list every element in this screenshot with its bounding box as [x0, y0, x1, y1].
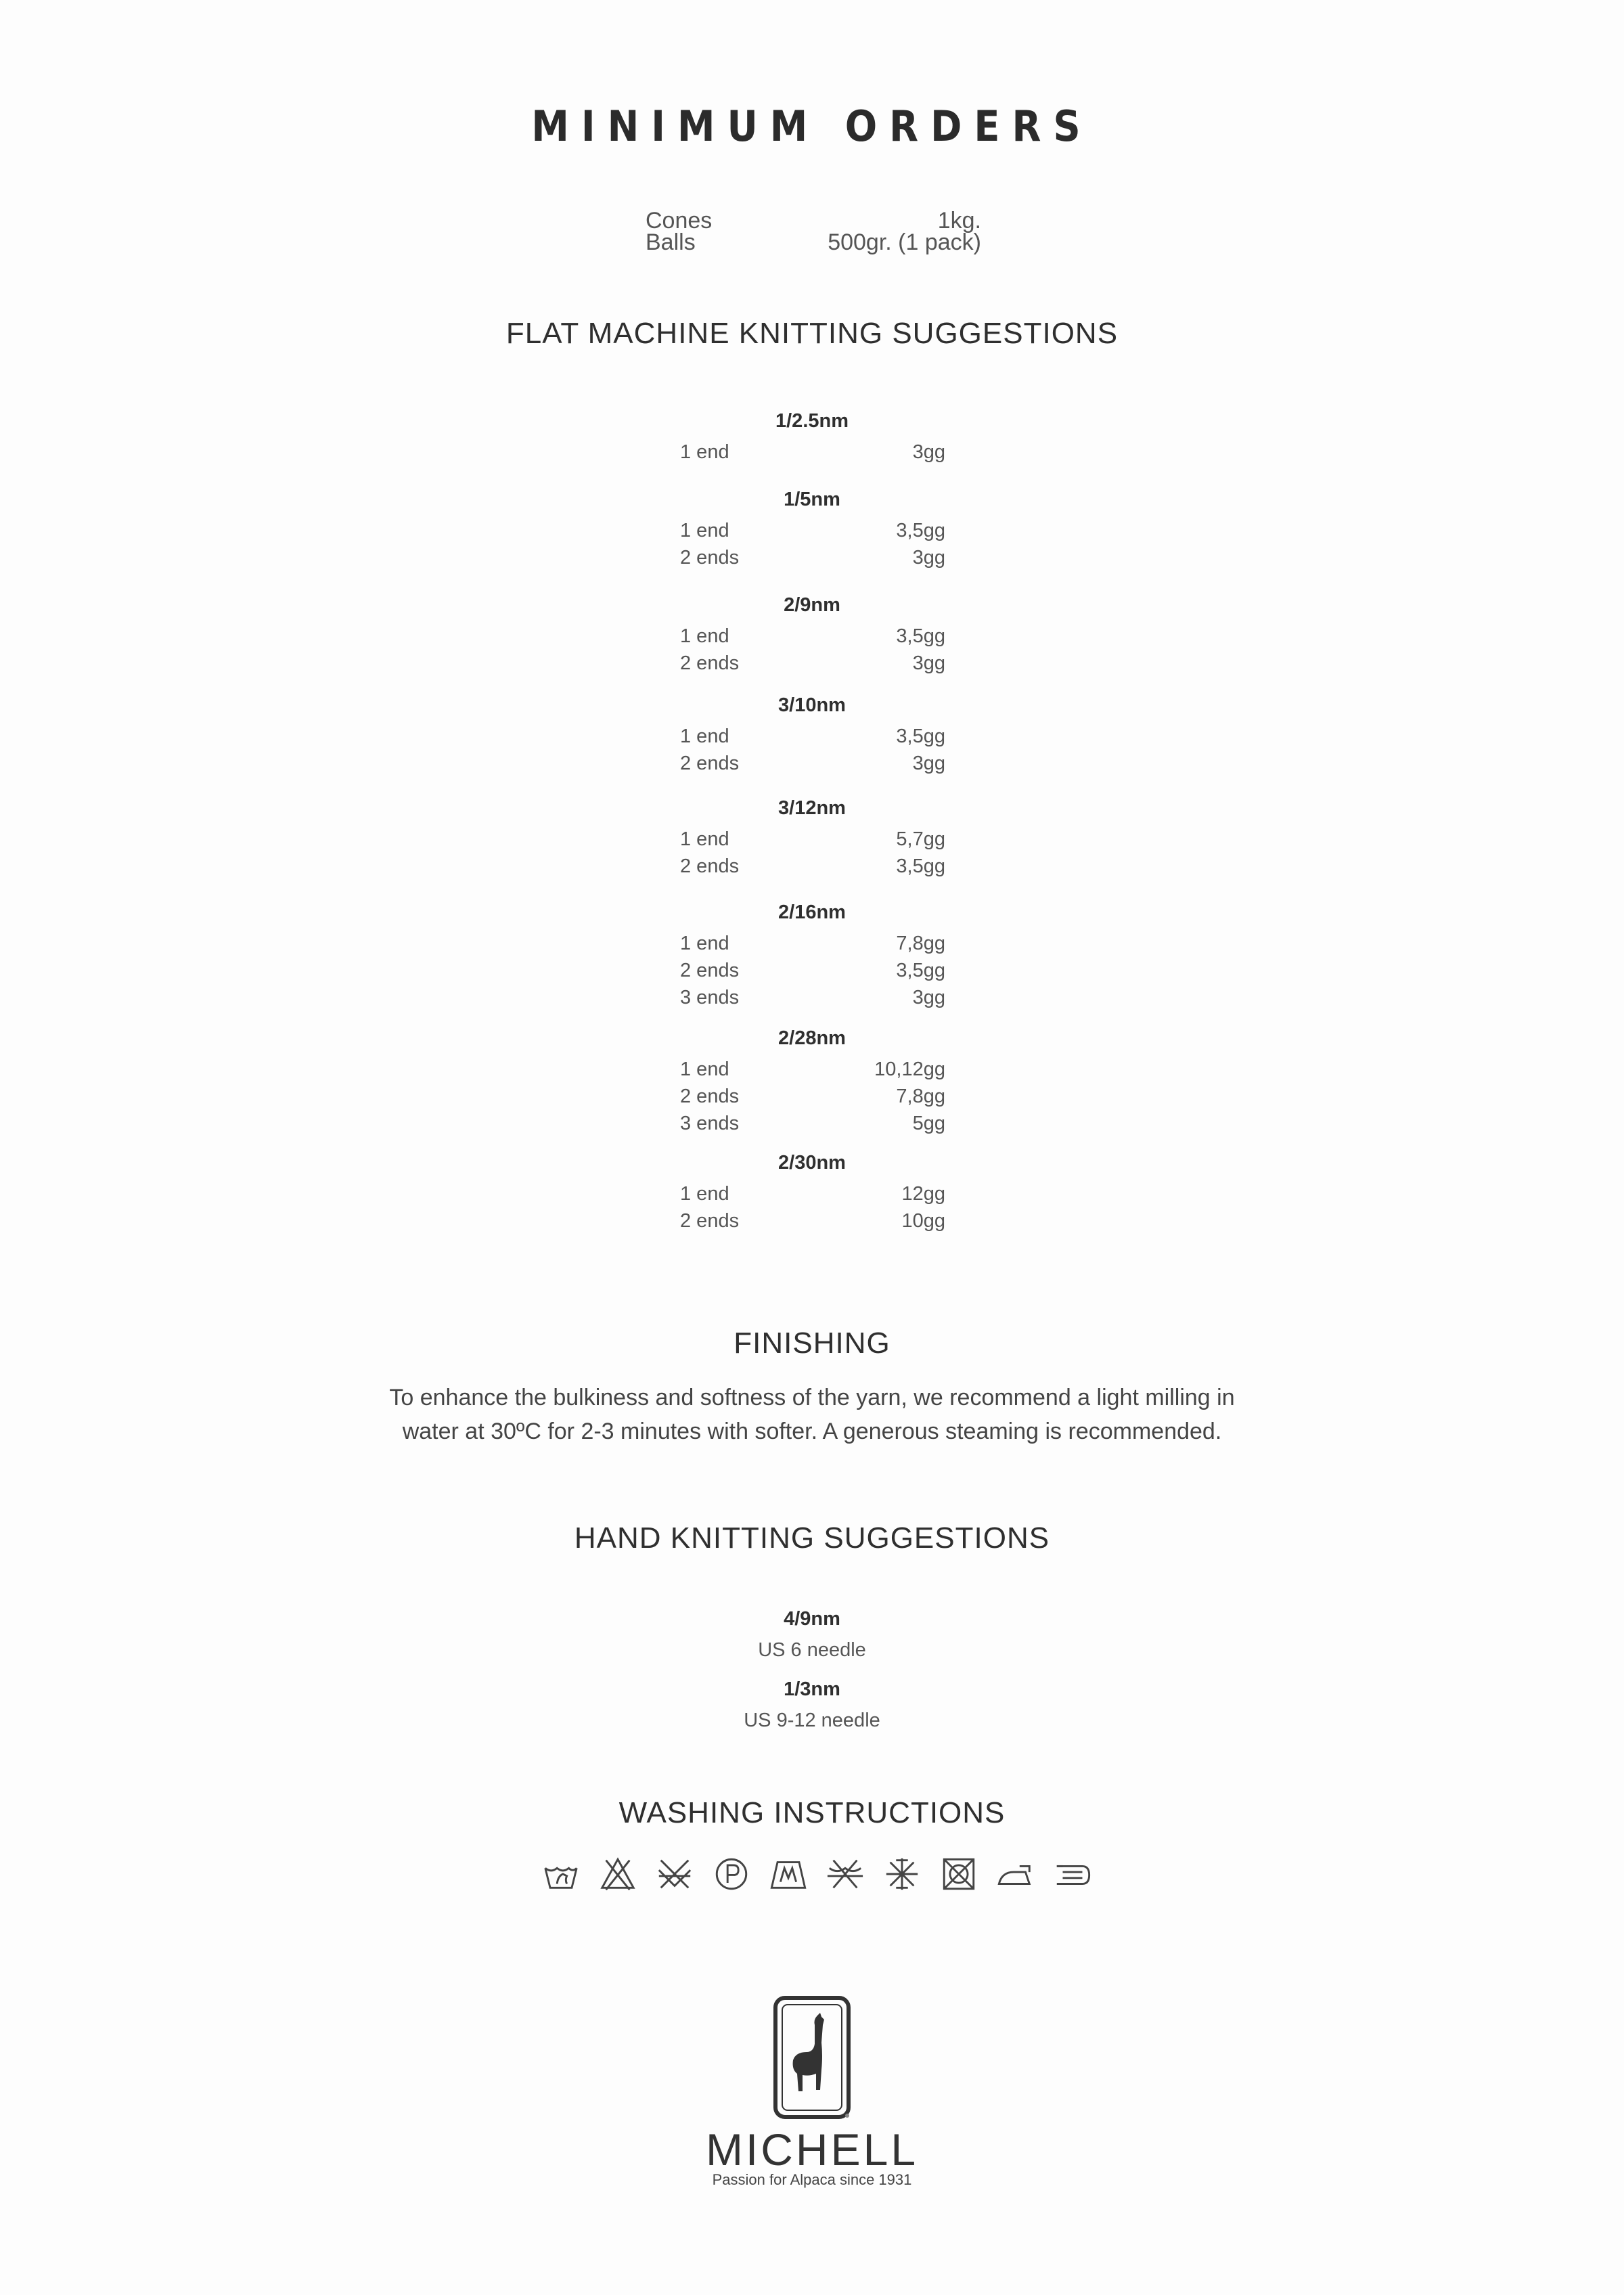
gauge-value: 3gg — [912, 652, 945, 674]
grade-title: 2/9nm — [784, 594, 840, 616]
gauge-value: 7,8gg — [896, 1086, 945, 1107]
grade-title: 3/10nm — [778, 694, 846, 716]
order-label: Cones — [646, 208, 713, 233]
ends-count: 2 ends — [680, 1210, 740, 1232]
ends-count: 2 ends — [680, 547, 740, 569]
gauge-value: 3gg — [912, 441, 945, 463]
spec-row — [680, 1056, 945, 1083]
finishing-line: To enhance the bulkiness and softness of the yarn, we recommend a light milling in — [389, 1385, 1235, 1410]
spec-row — [680, 623, 945, 650]
gauge-value: 5,7gg — [896, 828, 945, 850]
spec-row — [680, 650, 945, 677]
hand-needle: US 6 needle — [758, 1639, 866, 1661]
spec-row — [680, 957, 945, 984]
ends-count: 1 end — [680, 933, 729, 954]
grade-title: 1/5nm — [784, 489, 840, 510]
alpaca-logo-icon — [773, 1995, 851, 2120]
ends-count: 3 ends — [680, 987, 740, 1008]
washing-title: WASHING INSTRUCTIONS — [618, 1796, 1006, 1829]
brand-tagline: Passion for Alpaca since 1931 — [712, 2171, 912, 2188]
spec-row — [680, 439, 945, 466]
iron-steam-icon — [1053, 1854, 1092, 1894]
brand-name: MICHELL — [705, 2124, 919, 2175]
hand-count-1-3nm: 1/3nm — [784, 1678, 840, 1700]
gauge-value: 10gg — [901, 1210, 945, 1232]
gauge-value: 3gg — [912, 753, 945, 774]
care-symbols — [541, 1854, 1096, 1895]
dry-clean-p-icon — [712, 1854, 751, 1894]
ends-count: 1 end — [680, 1183, 729, 1205]
gauge-value: 3,5gg — [896, 625, 945, 647]
gauge-value: 3,5gg — [896, 855, 945, 877]
order-value: 500gr. (1 pack) — [828, 229, 981, 255]
ends-count: 2 ends — [680, 652, 740, 674]
finishing-line: water at 30ºC for 2-3 minutes with softer. A generous steaming is recommended. — [402, 1419, 1222, 1444]
do-not-dry-flat-icon — [826, 1854, 865, 1894]
spec-row — [680, 1207, 945, 1234]
spec-row — [680, 984, 945, 1011]
spec-row — [680, 723, 945, 750]
wet-clean-icon — [769, 1854, 808, 1894]
gauge-value: 10,12gg — [874, 1059, 945, 1080]
ends-count: 2 ends — [680, 1086, 740, 1107]
grade-title: 3/12nm — [778, 797, 846, 819]
hand-knitting-title: HAND KNITTING SUGGESTIONS — [574, 1521, 1050, 1555]
finishing-title: FINISHING — [734, 1327, 890, 1360]
order-label: Balls — [646, 229, 696, 255]
order-value: 1kg. — [937, 208, 981, 233]
spec-row — [680, 544, 945, 571]
hand-wash-icon — [541, 1854, 581, 1894]
flat-machine-title: FLAT MACHINE KNITTING SUGGESTIONS — [505, 317, 1119, 350]
gauge-value: 3gg — [912, 987, 945, 1008]
grade-title: 2/28nm — [778, 1027, 846, 1049]
ends-count: 2 ends — [680, 960, 740, 981]
ends-count: 1 end — [680, 441, 729, 463]
gauge-value: 3,5gg — [896, 960, 945, 981]
spec-row — [680, 1180, 945, 1207]
ends-count: 2 ends — [680, 855, 740, 877]
iron-low-icon — [996, 1854, 1035, 1894]
do-not-bleach-icon — [598, 1854, 637, 1894]
spec-row — [680, 1083, 945, 1110]
grade-title: 2/30nm — [778, 1152, 846, 1174]
hand-needle: US 9-12 needle — [744, 1710, 880, 1731]
finishing-text — [325, 1381, 1299, 1448]
gauge-value: 3,5gg — [896, 726, 945, 747]
ends-count: 1 end — [680, 520, 729, 541]
ends-count: 1 end — [680, 1059, 729, 1080]
minimum-orders-title: MINIMUM ORDERS — [531, 102, 1093, 151]
spec-row — [680, 853, 945, 880]
spec-row — [680, 930, 945, 957]
gauge-value: 7,8gg — [896, 933, 945, 954]
gauge-value: 5gg — [912, 1113, 945, 1134]
gauge-value: 3gg — [912, 547, 945, 569]
ends-count: 1 end — [680, 625, 729, 647]
ends-count: 2 ends — [680, 753, 740, 774]
spec-row — [680, 826, 945, 853]
ends-count: 1 end — [680, 726, 729, 747]
do-not-tumble-dry-icon — [655, 1854, 694, 1894]
do-not-machine-dry-icon — [939, 1854, 978, 1894]
ends-count: 1 end — [680, 828, 729, 850]
gauge-value: 3,5gg — [896, 520, 945, 541]
spec-row — [680, 1110, 945, 1137]
spec-row — [680, 517, 945, 544]
grade-title: 2/16nm — [778, 901, 846, 923]
hand-count-4-9nm: 4/9nm — [784, 1608, 840, 1630]
do-not-tumble-icon — [882, 1854, 922, 1894]
gauge-value: 12gg — [901, 1183, 945, 1205]
spec-row — [680, 750, 945, 777]
ends-count: 3 ends — [680, 1113, 740, 1134]
grade-title: 1/2.5nm — [775, 410, 849, 432]
